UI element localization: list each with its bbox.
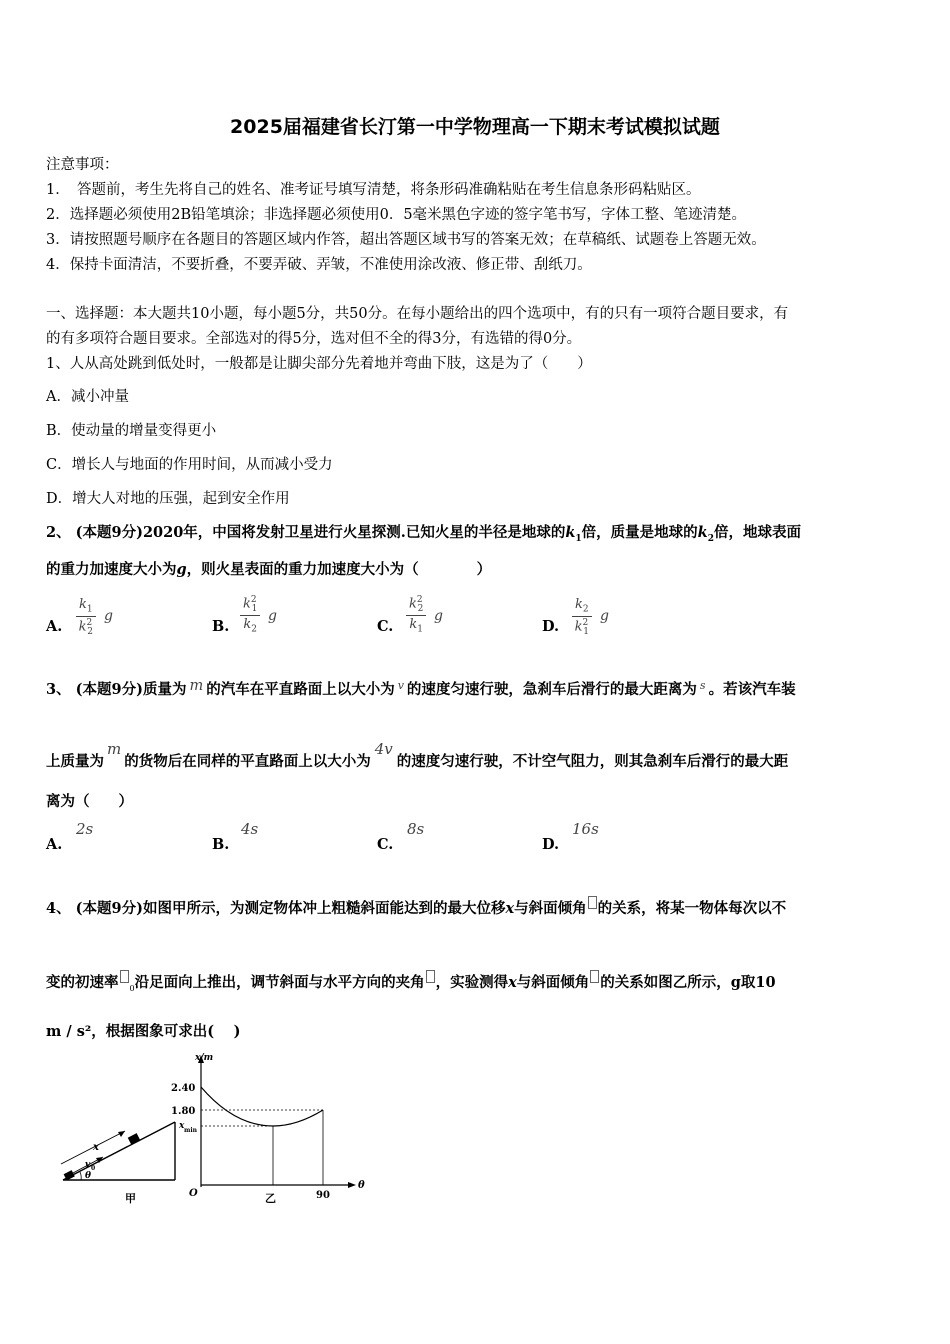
angle-arc [80, 1172, 81, 1180]
incline-slope [63, 1122, 175, 1180]
label-v0: v [85, 1160, 91, 1170]
q3-option-a-label: A. [46, 836, 63, 853]
q1-option-c: C．增长人与地面的作用时间，从而减小受力 [46, 457, 333, 473]
origin-label: O [189, 1188, 198, 1199]
label-theta: θ [85, 1171, 92, 1181]
q4-figure [55, 1050, 365, 1210]
section1-line2: 的有多项符合题目要求。全部选对的得5分，选对但不全的得3分，有选错的得0分。 [46, 331, 582, 347]
q4-stem-line3: m / s²，根据图象可求出( ) [46, 1023, 241, 1040]
q3-stem-line1: 3、 (本题9分)质量为 m 的汽车在平直路面上以大小为 $^v$ 的速度匀速行驶，急刹车后滑行的最大距离为 $^s$ 。若该汽车装 [46, 678, 796, 698]
q3-option-c-value: 8s [407, 820, 425, 838]
theta-placeholder-icon [590, 970, 599, 983]
q2-stem-line1: 2、 (本题9分)2020年，中国将发射卫星进行火星探测.已知火星的半径是地球的$k_1$倍，质量是地球的$k_2$倍，地球表面 [46, 524, 801, 544]
notice-item-4: 4．保持卡面清洁，不要折叠，不要弄破、弄皱，不准使用涂改液、修正带、刮纸刀。 [46, 257, 592, 273]
q1-option-a: A．减小冲量 [46, 389, 129, 405]
x-tick-90: 90 [316, 1190, 330, 1201]
q3-option-a-value: 2s [76, 820, 94, 838]
incline-diagram [61, 1122, 175, 1205]
q1-option-b: B．使动量的增量变得更小 [46, 423, 217, 439]
q2-option-c-label: C. [377, 618, 394, 635]
y-tick-xmin-sub: min [184, 1127, 197, 1134]
label-x: x [93, 1142, 99, 1153]
q3-stem-line2: 上质量为m的货物后在同样的平直路面上以大小为4v的速度匀速行驶，不计空气阻力，则其急刹车后滑行的最大距 [46, 740, 789, 770]
block-end [128, 1133, 141, 1145]
q2-option-c-fraction: $\frac{k^2_2}{k_1}$ [406, 595, 426, 635]
label-v0-sub: 0 [91, 1165, 96, 1172]
notice-item-3: 3．请按照题号顺序在各题目的答题区域内作答，超出答题区域书写的答案无效；在草稿纸、试题卷上答题无效。 [46, 232, 766, 248]
q2-option-a-fraction: $\frac{k_1}{k^2_2}$ [76, 597, 96, 637]
x-theta-curve [201, 1087, 323, 1126]
q1-option-d: D．增大人对地的压强，起到安全作用 [46, 491, 290, 507]
q3-option-d-label: D. [542, 836, 560, 853]
notice-heading: 注意事项： [46, 157, 119, 173]
q3-option-d-value: 16s [572, 820, 599, 838]
q2-stem-line2: 的重力加速度大小为g，则火星表面的重力加速度大小为（ ） [46, 561, 492, 578]
q3-option-b-value: 4s [241, 820, 259, 838]
q2-option-b-g: g [268, 608, 277, 624]
q2-option-b-label: B. [212, 618, 230, 635]
theta-placeholder-icon [588, 896, 597, 909]
q2-option-d-fraction: $\frac{k_2}{k^2_1}$ [572, 597, 592, 637]
caption-left: 甲 [125, 1192, 136, 1205]
notice-item-1: 1． 答题前，考生先将自己的姓名、准考证号填写清楚，将条形码准确粘贴在考生信息条形码粘贴区。 [46, 182, 701, 198]
y-tick-2.40: 2.40 [171, 1083, 196, 1094]
page-title: 2025届福建省长汀第一中学物理高一下期末考试模拟试题 [230, 116, 720, 138]
q4-stem-line2: 变的初速率 $_0$沿足面向上推出，调节斜面与水平方向的夹角 ，实验测得x与斜面倾角 的关系如图乙所示，g取10 [46, 970, 776, 993]
q2-option-c-g: g [434, 608, 443, 624]
q2-option-b-fraction: $\frac{k^2_1}{k_2}$ [240, 595, 260, 635]
section1-line1: 一、选择题：本大题共10小题，每小题5分，共50分。在每小题给出的四个选项中，有的只有一项符合题目要求，有 [46, 306, 789, 322]
theta-placeholder-icon [426, 970, 435, 983]
q3-option-b-label: B. [212, 836, 230, 853]
q2-option-a-label: A. [46, 618, 63, 635]
x-axis-arrow-icon [348, 1182, 356, 1188]
y-tick-1.80: 1.80 [171, 1106, 196, 1117]
q3-stem-line3: 离为（ ） [46, 793, 133, 810]
q2-option-d-label: D. [542, 618, 560, 635]
notice-item-2: 2．选择题必须使用2B铅笔填涂；非选择题必须使用0．5毫米黑色字迹的签字笔书写，字体工整、笔迹清楚。 [46, 207, 747, 223]
v0-placeholder-icon [120, 970, 129, 983]
q2-option-d-g: g [600, 608, 609, 624]
x-theta-graph [171, 1053, 365, 1205]
q2-option-a-g: g [104, 608, 113, 624]
caption-right: 乙 [265, 1192, 276, 1205]
q4-stem-line1: 4、 (本题9分)如图甲所示，为测定物体冲上粗糙斜面能达到的最大位移x与斜面倾角 的关系，将某一物体每次以不 [46, 896, 786, 918]
axis-x-label: θ [358, 1180, 365, 1191]
y-tick-xmin: x [179, 1121, 185, 1131]
q1-stem: 1、人从高处跳到低处时，一般都是让脚尖部分先着地并弯曲下肢，这是为了（ ） [46, 356, 592, 372]
q3-option-c-label: C. [377, 836, 394, 853]
axis-y-label: x/m [195, 1053, 214, 1063]
